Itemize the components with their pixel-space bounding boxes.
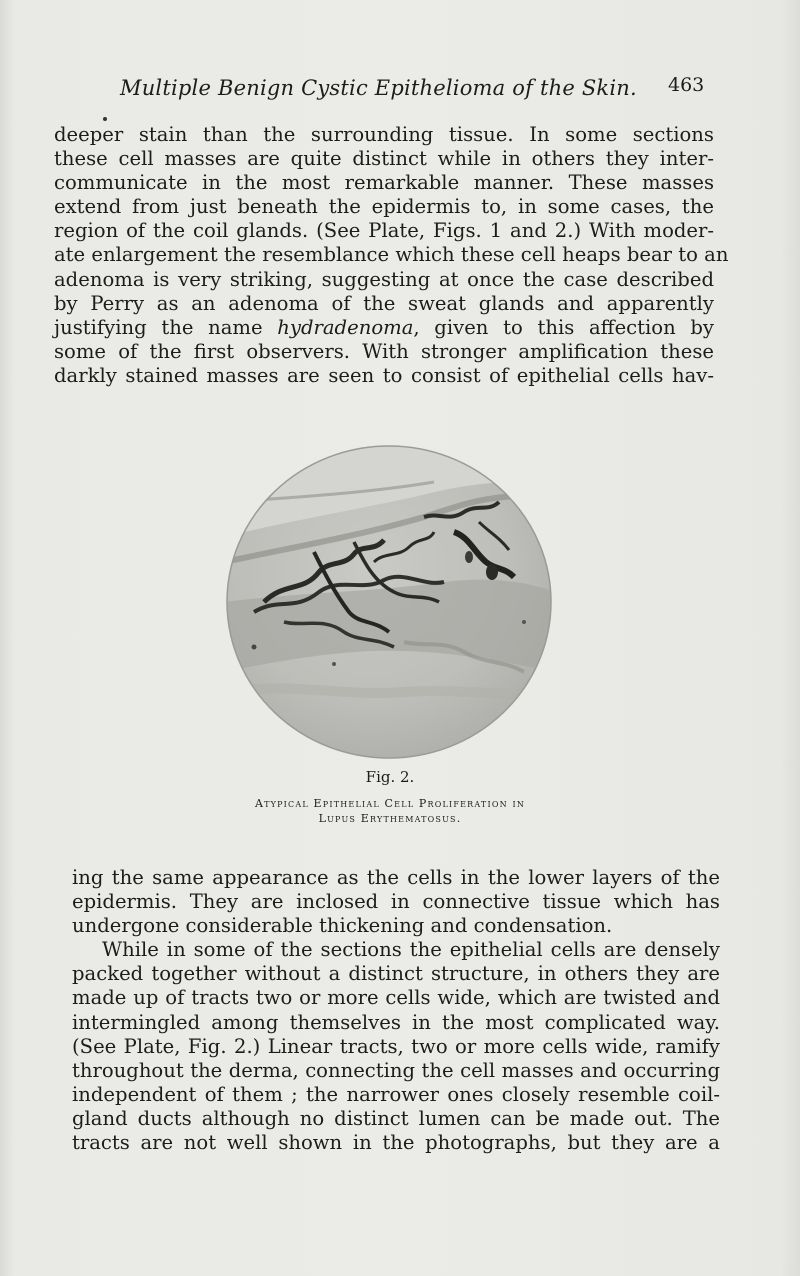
text-line: independent of them ; the narrower ones closely resemble coil- (72, 1082, 720, 1106)
text-line (54, 316, 714, 340)
italic-term: hydradenoma (277, 315, 414, 339)
running-title: Multiple Benign Cystic Epithelioma of the Skin. (120, 76, 637, 100)
text-line: undergone considerable thickening and condensation. (72, 914, 613, 938)
micrograph-figure (224, 442, 554, 760)
text-line: deeper stain than the surrounding tissue. In some sections (54, 123, 714, 146)
figure-caption (170, 796, 610, 826)
text-line: some of the first observers. With stronger amplification these (54, 339, 714, 363)
text-line: darkly stained masses are seen to consist of epithelial cells hav- (54, 363, 714, 387)
text-line: made up of tracts two or more cells wide, which are twisted and (72, 986, 720, 1010)
text-line: tracts are not well shown in the photographs, but they are a (72, 1131, 720, 1155)
text-line: adenoma is very striking, suggesting at once the case described (54, 267, 714, 291)
text-line: epidermis. They are inclosed in connective tissue which has (72, 890, 720, 914)
text-line: intermingled among themselves in the most complicated way. (72, 1010, 720, 1034)
text-line: gland ducts although no distinct lumen can be made out. The (72, 1106, 720, 1130)
text-line: (See Plate, Fig. 2.) Linear tracts, two or more cells wide, ramify (72, 1034, 720, 1058)
micrograph-image (224, 442, 554, 760)
caption-line: Lupus Erythematosus. (318, 812, 462, 825)
figure-label: Fig. 2. (365, 768, 415, 786)
text-line: extend from just beneath the epidermis to, in some cases, the (54, 195, 714, 219)
text-line: region of the coil glands. (See Plate, Figs. 1 and 2.) With moder- (54, 219, 714, 243)
text-segment: justifying the name (54, 315, 278, 339)
text-line: communicate in the most remarkable manner. These masses (54, 171, 714, 195)
paragraph-top (54, 123, 729, 388)
paragraph-bottom (72, 866, 720, 1155)
text-line: throughout the derma, connecting the cell masses and occurring (72, 1058, 720, 1082)
text-line: While in some of the sections the epithelial cells are densely (102, 938, 720, 962)
text-segment: , given to this affection by (413, 315, 714, 339)
running-head (120, 76, 720, 106)
text-line: ing the same appearance as the cells in the lower layers of the (72, 866, 720, 889)
text-line: by Perry as an adenoma of the sweat glands and apparently (54, 291, 714, 315)
text-line: these cell masses are quite distinct while in others they inter- (54, 147, 714, 171)
page-number: 463 (668, 74, 705, 96)
print-speck (103, 117, 107, 121)
caption-line: Atypical Epithelial Cell Proliferation in (254, 797, 526, 810)
text-line: ate enlargement the resemblance which these cell heaps bear to an (54, 243, 729, 267)
text-line: packed together without a distinct structure, in others they are (72, 962, 720, 986)
